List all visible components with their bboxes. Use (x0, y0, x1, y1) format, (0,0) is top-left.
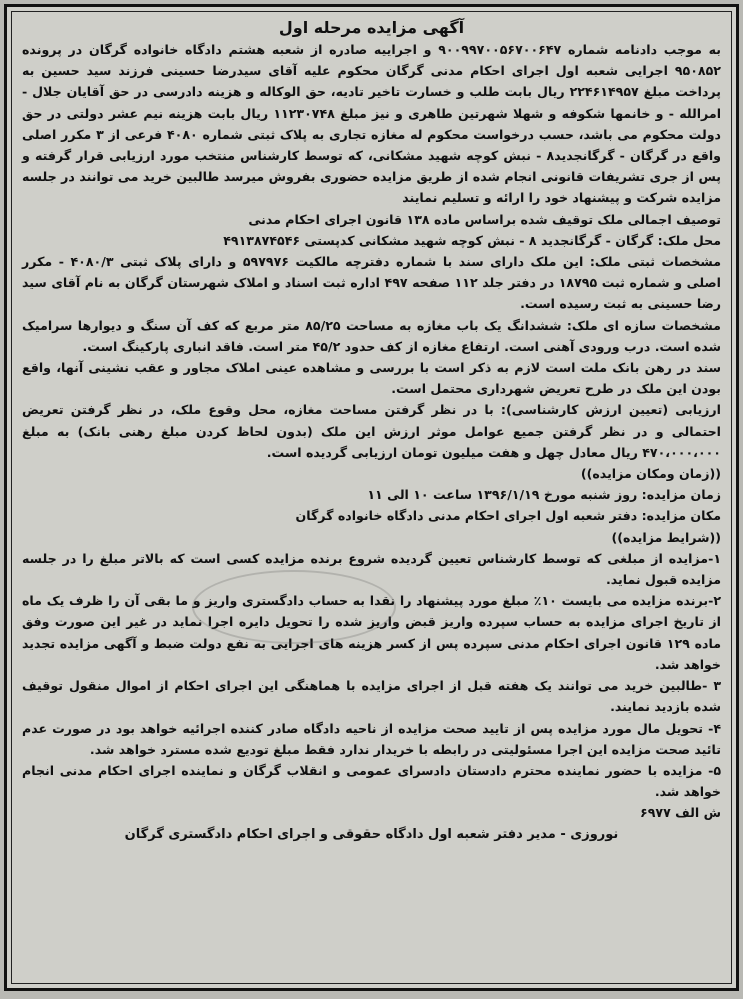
auction-place: مکان مزایده: دفتر شعبه اول اجرای احکام مدنی دادگاه خانواده گرگان (295, 508, 721, 524)
property-location: محل ملک: گرگان - گرگانجدید ۸ - نبش کوچه شهید مشکانی کدپستی ۴۹۱۳۸۷۴۵۴۶ (223, 232, 721, 248)
valuation-paragraph: ارزیابی (تعیین ارزش کارشناسی): با در نظر گرفتن مساحت مغازه، محل وقوع ملک، در نظر گرفتن تعریض احتمالی و در نظر گرفتن جمیع عوامل موثر ارزش این ملک (بدون لحاظ کردن مبلغ رهنی بانک) به مبلغ ۴۷۰،۰۰۰،۰۰۰ ریال معادل چهل و هفت میلیون تومان ارزیابی گردیده است. (22, 402, 721, 460)
building-details: مشخصات سازه ای ملک: ششدانگ یک باب مغازه به مساحت ۸۵/۲۵ متر مربع که کف آن سنگ و دیوارها سرامیک شده است. درب ورودی آهنی است. ارتفاع مغازه از کف حدود ۴۵/۲ متر است. فاقد انباری پارکینگ است. (22, 317, 721, 354)
conditions-heading: ((شرایط مزایده)) (611, 529, 721, 545)
auction-time: زمان مزایده: روز شنبه مورخ ۱۳۹۶/۱/۱۹ ساعت ۱۰ الی ۱۱ (367, 487, 721, 503)
condition-item: ۴- تحویل مال مورد مزایده پس از تایید صحت مزایده از ناحیه دادگاه صادر کننده اجرائیه خواهد بود در صورت عدم تائید صحت مزایده این اجرا مسئولیتی در رابطه با خریدار ندارد فقط مبلغ تودیع شده مسترد خواهد شد. (22, 720, 721, 757)
mortgage-note: سند در رهن بانک ملت است لازم به ذکر است با بررسی و مشاهده عینی املاک مجاور و عقب نشینی آنها، واقع بودن این ملک در طرح تعریض شهرداری محتمل است. (22, 360, 721, 397)
reference-number: ش الف ۶۹۷۷ (640, 805, 721, 821)
description-heading: توصیف اجمالی ملک توقیف شده براساس ماده ۱۳۸ قانون اجرای احکام مدنی (248, 211, 721, 227)
auction-notice (4, 4, 739, 991)
condition-item: ۵- مزایده با حضور نماینده محترم دادستان دادسرای عمومی و انقلاب گرگان و نماینده اجرای احکام مدنی انجام خواهد شد. (22, 762, 721, 800)
condition-item: ۳ -طالبین خرید می توانند یک هفته قبل از اجرای مزایده با هماهنگی این اجرای احکام از اموال منقول توقیف شده بازدید نمایند. (22, 678, 721, 715)
notice-body (11, 11, 732, 984)
condition-item: ۲-برنده مزایده می بایست ۱۰٪ مبلغ مورد پیشنهاد را نقدا به حساب دادگستری واریز و ما بقی آن را ظرف یک ماه از تاریخ اجرای مزایده به حساب سپرده واریز قبض واریز شده را تحویل دایره اجرا نماید در غیر این صورت وفق ماده ۱۲۹ قانون اجرای احکام مدنی سپرده پس از کسر هزینه های اجرایی به نفع دولت ضبط و آگهی مزایده تجدید خواهد شد. (22, 593, 721, 672)
condition-item: ۱-مزایده از مبلغی که توسط کارشناس تعیین گردیده شروع برنده مزایده کسی است که بالاتر مبلغ را در جلسه مزایده قبول نماید. (22, 550, 721, 588)
notice-title: آگهی مزایده مرحله اول (278, 18, 465, 37)
time-place-heading: ((زمان ومکان مزایده)) (580, 466, 721, 482)
registration-details: مشخصات ثبتی ملک: این ملک دارای سند با شماره دفترچه مالکیت ۵۹۷۹۷۶ و دارای پلاک ثبتی ۴۰۸۰/۳ - مکرر اصلی و شماره ثبت ۱۸۷۹۵ در دفتر جلد ۱۱۲ صفحه ۴۹۷ اداره ثبت اسناد و املاک شهرستان گرگان به نام آقای سید رضا حسینی به ثبت رسیده است. (22, 254, 722, 312)
signature-line: نوروزی - مدیر دفتر شعبه اول دادگاه حقوقی و اجرای احکام دادگستری گرگان (124, 826, 619, 842)
intro-paragraph: به موجب دادنامه شماره ۹۰۰۹۹۷۰۰۵۶۷۰۰۶۴۷ و اجراییه صادره از شعبه هشتم دادگاه خانواده گرگان در پرونده ۹۵۰۸۵۲ اجرایی شعبه اول اجرای احکام مدنی گرگان محکوم علیه آقای سیدرضا حسینی فرزند سید حسین به پرداخت مبلغ ۲۲۴۶۱۴۹۵۷ ریال بابت طلب و خسارت تاخیر تادیه، حق الوکاله و هزینه دادرسی در حق آقایان جلال - امرالله - و خانمها شکوفه و شهلا شهرتین طاهری و نیز مبلغ ۱۱۲۳۰۷۴۸ ریال بابت هزینه نیم عشر دولتی در حق دولت محکوم می باشد، حسب درخواست محکوم له مغازه تجاری به پلاک ثبتی شماره ۴۰۸۰ فرعی از ۳ مکرر اصلی واقع در گرگان - گرگانجدید۸ - نبش کوچه شهید مشکانی، که توسط کارشناس منتخب مورد ارزیابی قرار گرفته و پس از جری تشریفات قانونی انجام شده از طریق مزایده حضوری بفروش میرسد طالبین خرید می توانند در جلسه مزایده شرکت و پیشنهاد خود را ارائه و تسلیم نمایند (22, 42, 722, 206)
